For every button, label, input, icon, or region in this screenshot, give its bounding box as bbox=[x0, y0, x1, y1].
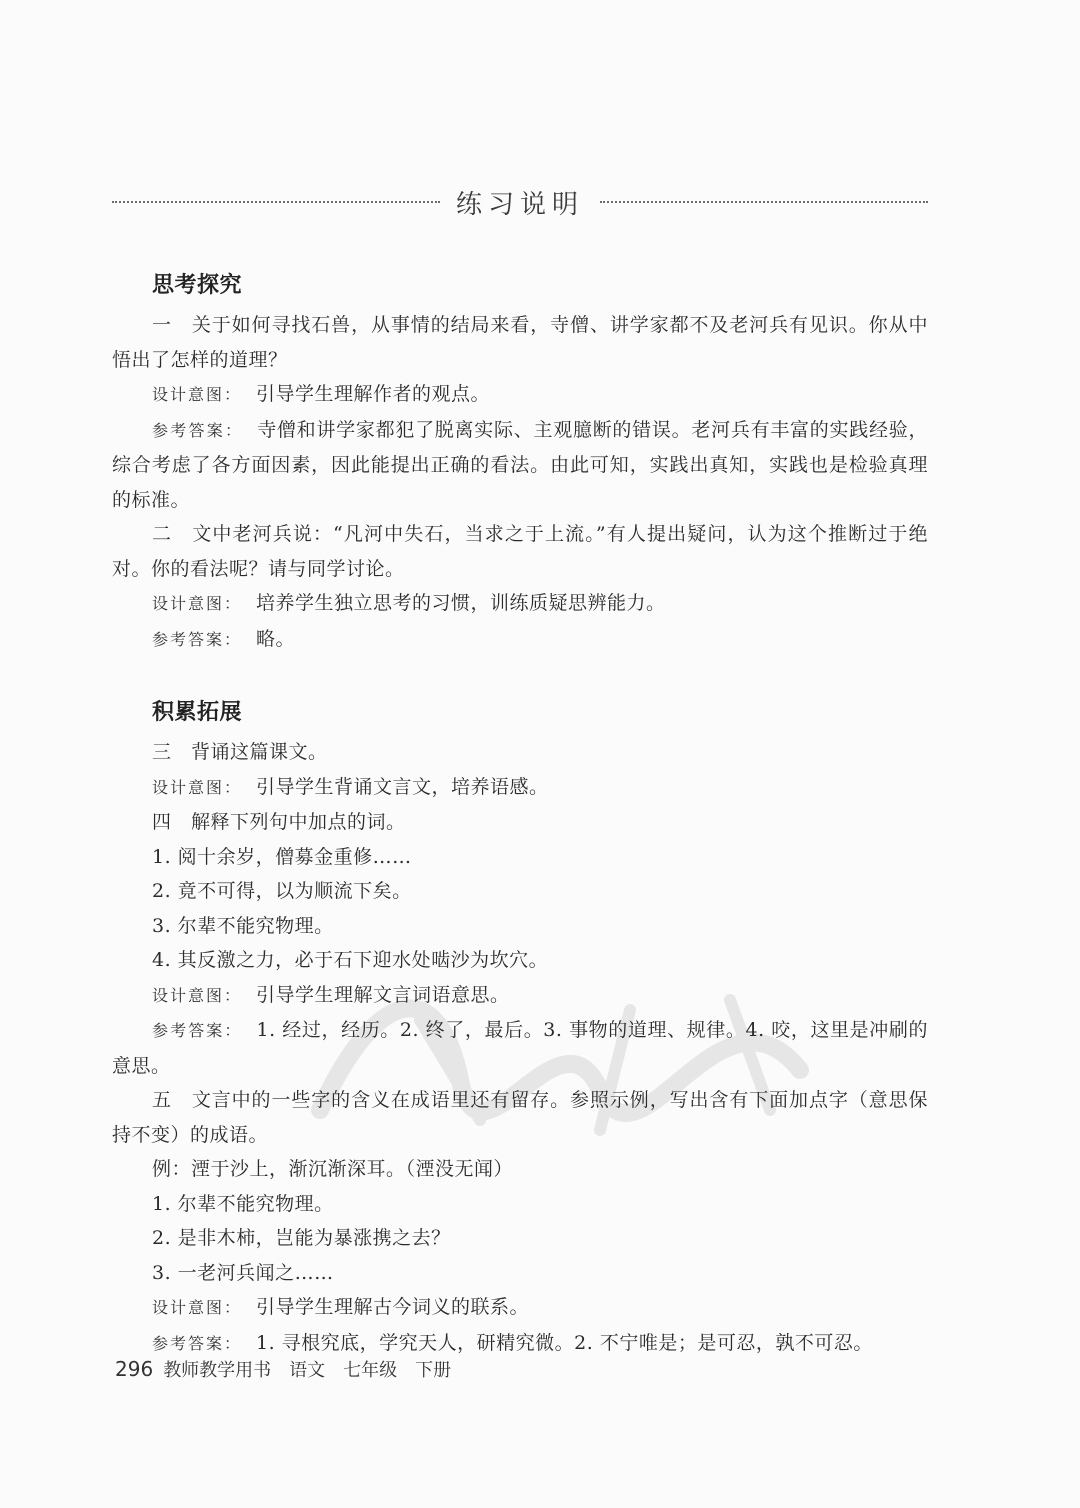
header-title: 练习说明 bbox=[456, 189, 585, 220]
q5-item: 3. 一老河兵闻之…… bbox=[152, 1261, 334, 1284]
intent-label: 设计意图： bbox=[152, 1298, 243, 1317]
q5-example: 例：湮于沙上，渐沉渐深耳。（湮没无闻） bbox=[152, 1158, 514, 1180]
question-3: 三 背诵这篇课文。 bbox=[152, 741, 328, 763]
q4-item: 3. 尔辈不能究物理。 bbox=[152, 914, 334, 937]
question-2: 二 文中老河兵说：“凡河中失石，当求之于上流。”有人提出疑问，认为这个推断过于绝对。你的看法呢？请与同学讨论。 bbox=[112, 523, 928, 580]
header-rule-right bbox=[600, 201, 928, 203]
q5-answer-text: 1. 寻根究底，学究天人，研精究微。2. 不宁唯是；是可忍，孰不可忍。 bbox=[256, 1331, 873, 1354]
answer-label: 参考答案： bbox=[152, 1021, 243, 1040]
q3-intent-text: 引导学生背诵文言文，培养语感。 bbox=[256, 775, 549, 798]
section-title-think: 思考探究 bbox=[152, 273, 243, 298]
q2-answer-text: 略。 bbox=[256, 627, 296, 650]
section-title-extend: 积累拓展 bbox=[152, 700, 243, 725]
q4-intent-text: 引导学生理解文言词语意思。 bbox=[256, 983, 510, 1006]
intent-label: 设计意图： bbox=[152, 385, 243, 404]
q3-intent bbox=[152, 770, 928, 806]
q1-intent-text: 引导学生理解作者的观点。 bbox=[256, 383, 491, 405]
page-content bbox=[112, 268, 928, 1361]
q4-item: 2. 竟不可得，以为顺流下矣。 bbox=[152, 880, 412, 902]
book-title: 教师教学用书 语文 七年级 下册 bbox=[163, 1360, 452, 1381]
q4-item: 4. 其反激之力，必于石下迎水处啮沙为坎穴。 bbox=[152, 949, 549, 971]
answer-label: 参考答案： bbox=[152, 420, 244, 440]
q4-intent bbox=[152, 978, 928, 1014]
q2-intent bbox=[152, 586, 928, 622]
intent-label: 设计意图： bbox=[152, 985, 243, 1005]
answer-label: 参考答案： bbox=[152, 1333, 243, 1353]
q1-answer bbox=[112, 413, 928, 518]
q4-answer-text: 1. 经过，经历。2. 终了，最后。3. 事物的道理、规律。4. 咬，这里是冲刷的意思。 bbox=[112, 1019, 928, 1077]
q2-answer bbox=[152, 622, 928, 658]
question-5: 五 文言中的一些字的含义在成语里还有留存。参照示例，写出含有下面加点字（意思保持不变）的成语。 bbox=[112, 1089, 928, 1146]
question-4: 四 解释下列句中加点的词。 bbox=[152, 811, 406, 833]
page-number: 296 bbox=[115, 1357, 154, 1381]
q4-item: 1. 阅十余岁，僧募金重修…… bbox=[152, 845, 412, 868]
q1-intent bbox=[152, 377, 928, 413]
header-rule-left bbox=[112, 201, 440, 203]
question-1: 一 关于如何寻找石兽，从事情的结局来看，寺僧、讲学家都不及老河兵有见识。你从中悟出了怎样的道理？ bbox=[112, 314, 928, 371]
q5-item: 1. 尔辈不能究物理。 bbox=[152, 1192, 334, 1215]
q2-intent-text: 培养学生独立思考的习惯，训练质疑思辨能力。 bbox=[256, 592, 666, 614]
intent-label: 设计意图： bbox=[152, 777, 243, 797]
q4-answer bbox=[112, 1013, 928, 1083]
q1-answer-text: 寺僧和讲学家都犯了脱离实际、主观臆断的错误。老河兵有丰富的实践经验，综合考虑了各方面因素，因此能提出正确的看法。由此可知，实践出真知，实践也是检验真理的标准。 bbox=[112, 418, 928, 511]
q5-intent bbox=[152, 1290, 928, 1326]
section-header bbox=[112, 180, 928, 224]
answer-label: 参考答案： bbox=[152, 629, 243, 649]
page-footer bbox=[115, 1356, 451, 1382]
intent-label: 设计意图： bbox=[152, 594, 243, 613]
q5-item: 2. 是非木柿，岂能为暴涨携之去？ bbox=[152, 1227, 451, 1249]
q5-intent-text: 引导学生理解古今词义的联系。 bbox=[256, 1296, 530, 1318]
